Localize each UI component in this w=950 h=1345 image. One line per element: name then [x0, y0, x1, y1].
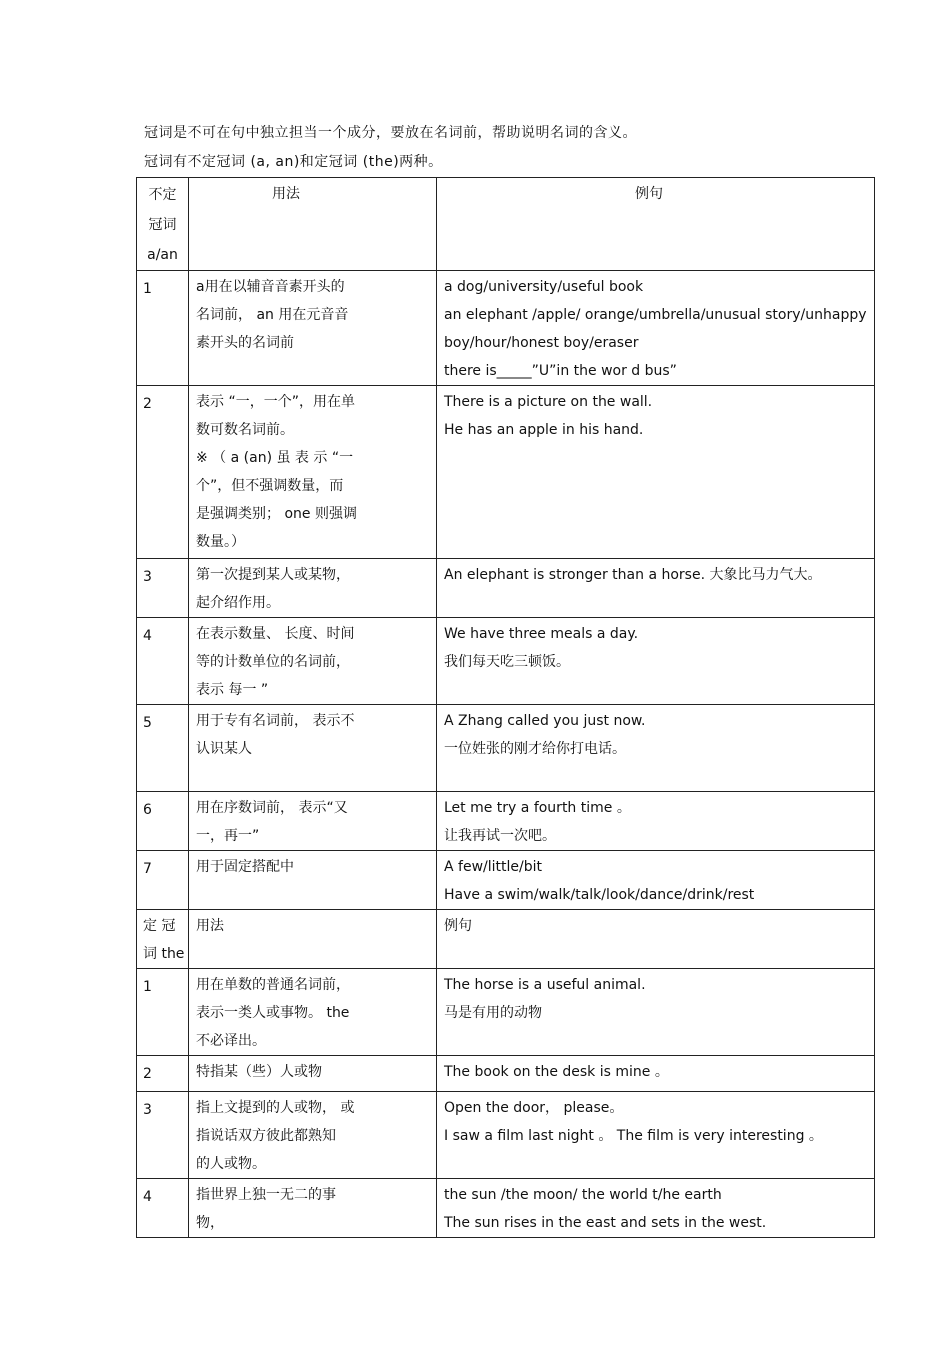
example-cell-line: 马是有用的动物 [444, 1005, 542, 1021]
example-header: 例句 [437, 178, 875, 271]
usage-cell-line: 指说话双方彼此都熟知 [196, 1128, 336, 1144]
definite-header-label-line: 词 the [143, 946, 185, 962]
usage-cell [189, 969, 437, 1056]
table-row [137, 386, 875, 559]
indefinite-header-label-line: 冠词 [148, 217, 177, 233]
example-cell-line: The book on the desk is mine 。 [444, 1064, 669, 1080]
row-number: 5 [137, 705, 189, 792]
example-cell-line: Let me try a fourth time 。 [444, 800, 631, 816]
row-number: 1 [137, 969, 189, 1056]
usage-cell-line: 数可数名词前。 [196, 422, 294, 438]
table-row [137, 792, 875, 851]
example-cell-line: 一位姓张的刚才给你打电话。 [444, 741, 626, 757]
example-cell-line: Open the door， please。 [444, 1100, 624, 1116]
example-cell [437, 559, 875, 618]
row-number: 3 [137, 1092, 189, 1179]
example-cell [437, 1092, 875, 1179]
row-number: 1 [137, 271, 189, 386]
intro-line-2: 冠词有不定冠词 (a, an)和定冠词 (the)两种。 [144, 154, 443, 170]
example-cell-line: There is a picture on the wall. [444, 394, 653, 410]
table-row [137, 1092, 875, 1179]
example-cell-line: An elephant is stronger than a horse. 大象比马力气大。 [444, 567, 822, 583]
usage-cell [189, 1056, 437, 1092]
usage-cell-line: 起介绍作用。 [196, 595, 280, 611]
row-number: 2 [137, 1056, 189, 1092]
example-cell-line: A Zhang called you just now. [444, 713, 646, 729]
table-row [137, 271, 875, 386]
usage-cell-line: 不必译出。 [196, 1033, 266, 1049]
usage-cell-line: a用在以辅音音素开头的 [196, 279, 345, 295]
example-cell-line: the sun /the moon/ the world t/he earth [444, 1187, 722, 1203]
row-number: 3 [137, 559, 189, 618]
example-cell [437, 1179, 875, 1238]
example-cell-line: I saw a film last night 。 The film is very interesting 。 [444, 1128, 823, 1144]
row-number: 6 [137, 792, 189, 851]
usage-cell-line: 个”，但不强调数量，而 [196, 478, 344, 494]
example-cell-line: The sun rises in the east and sets in the west. [444, 1215, 767, 1231]
indefinite-header-label-line: a/an [147, 247, 178, 263]
usage-cell [189, 792, 437, 851]
usage-cell-line: 认识某人 [196, 741, 252, 757]
example-cell [437, 705, 875, 792]
usage-cell-line: 特指某（些）人或物 [196, 1064, 322, 1080]
table-row [137, 559, 875, 618]
row-number: 7 [137, 851, 189, 910]
example-cell [437, 851, 875, 910]
usage-cell-line: 素开头的名词前 [196, 335, 294, 351]
usage-cell [189, 559, 437, 618]
example-cell [437, 618, 875, 705]
example-cell-line: A few/little/bit [444, 859, 542, 875]
usage-cell-line: 表示一类人或事物。 the [196, 1005, 350, 1021]
usage-cell [189, 705, 437, 792]
table-row [137, 705, 875, 792]
example-cell-line: there is_____”U”in the wor d bus” [444, 363, 677, 379]
example-cell-line: 让我再试一次吧。 [444, 828, 556, 844]
usage-cell-line: 是强调类别； one 则强调 [196, 506, 357, 522]
row-number: 4 [137, 618, 189, 705]
usage-cell-line: 第一次提到某人或某物， [196, 567, 350, 583]
usage-cell-line: 用在单数的普通名词前， [196, 977, 350, 993]
example-cell-line: an elephant /apple/ orange/umbrella/unusual story/unhappy [444, 307, 867, 323]
usage-cell-line: 指世界上独一无二的事 [196, 1187, 336, 1203]
table-row [137, 618, 875, 705]
usage-cell [189, 851, 437, 910]
usage-cell-line: 用在序数词前， 表示“又 [196, 800, 348, 816]
table-row [137, 1179, 875, 1238]
usage-cell-line: 用于专有名词前， 表示不 [196, 713, 355, 729]
definite-header-label-line: 定 冠 [143, 918, 176, 934]
example-cell-line: He has an apple in his hand. [444, 422, 644, 438]
example-cell [437, 386, 875, 559]
usage-cell-line: 指上文提到的人或物， 或 [196, 1100, 355, 1116]
usage-header: 用法 [189, 178, 437, 271]
usage-cell [189, 271, 437, 386]
usage-cell-line: ※ （ a (an) 虽 表 示 “一 [196, 450, 354, 466]
indefinite-header-label-line: 不定 [148, 187, 177, 203]
example-cell [437, 1056, 875, 1092]
usage-cell-line: 数量。） [196, 534, 245, 550]
table-row [137, 1056, 875, 1092]
example-cell [437, 969, 875, 1056]
table-row [137, 969, 875, 1056]
definite-header-row [137, 910, 875, 969]
example-cell [437, 271, 875, 386]
usage-cell [189, 1179, 437, 1238]
usage-cell [189, 386, 437, 559]
example-cell-line: The horse is a useful animal. [444, 977, 646, 993]
example-cell-line: Have a swim/walk/talk/look/dance/drink/rest [444, 887, 755, 903]
example-cell-line: a dog/university/useful book [444, 279, 644, 295]
usage-cell-line: 表示 “一，一个”，用在单 [196, 394, 355, 410]
article-usage-table [136, 177, 875, 1238]
definite-header-label [137, 910, 189, 969]
indefinite-header-label [137, 178, 189, 271]
usage-cell [189, 618, 437, 705]
example-cell-line: We have three meals a day. [444, 626, 639, 642]
example-cell-line: boy/hour/honest boy/eraser [444, 335, 639, 351]
usage-cell-line: 在表示数量、 长度、时间 [196, 626, 355, 642]
usage-cell-line: 用于固定搭配中 [196, 859, 294, 875]
table-row [137, 851, 875, 910]
usage-cell-line: 等的计数单位的名词前， [196, 654, 350, 670]
usage-cell-line: 名词前， an 用在元音音 [196, 307, 349, 323]
row-number: 4 [137, 1179, 189, 1238]
usage-cell-line: 的人或物。 [196, 1156, 266, 1172]
usage-header: 用法 [189, 910, 437, 969]
example-header: 例句 [437, 910, 875, 969]
example-cell-line: 我们每天吃三顿饭。 [444, 654, 570, 670]
usage-cell-line: 表示 每一 ” [196, 682, 269, 698]
indefinite-header-row [137, 178, 875, 271]
usage-cell-line: 物， [196, 1215, 224, 1231]
intro-line-1: 冠词是不可在句中独立担当一个成分，要放在名词前，帮助说明名词的含义。 [144, 125, 637, 141]
row-number: 2 [137, 386, 189, 559]
usage-cell-line: 一，再一” [196, 828, 260, 844]
usage-cell [189, 1092, 437, 1179]
example-cell [437, 792, 875, 851]
